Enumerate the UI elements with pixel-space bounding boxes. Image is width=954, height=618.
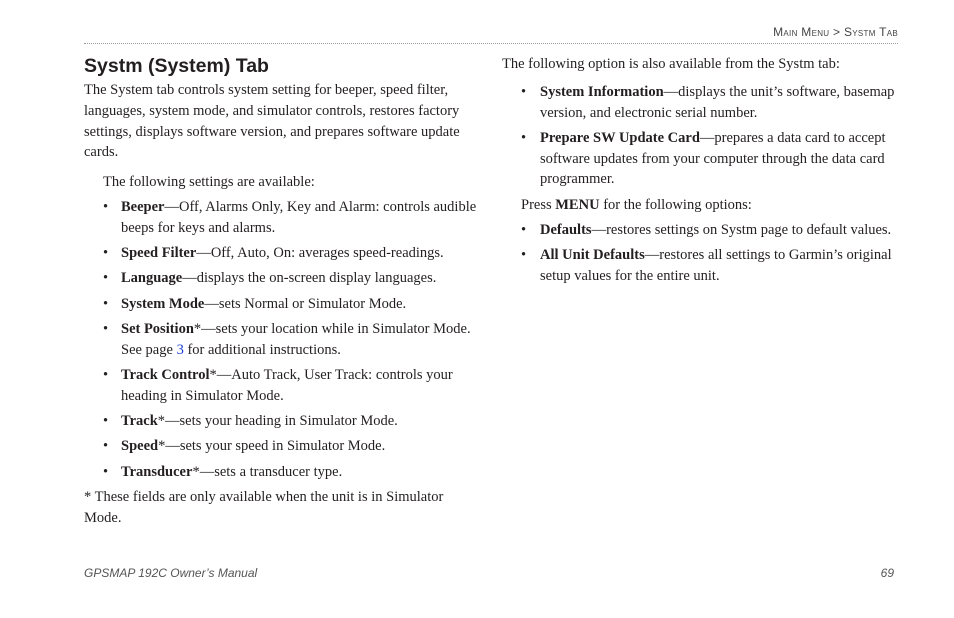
- bullet: •: [103, 198, 109, 215]
- intro-paragraph: The System tab controls system setting for beeper, speed filter, languages, system mode, and simulator controls, restores factory settings, displays software version, and prepares software update cards.: [84, 82, 460, 161]
- item-term: Beeper: [121, 198, 165, 215]
- item-desc: *—sets a transducer type.: [192, 463, 343, 480]
- item-desc: —restores all settings to Garmin’s original setup values for the entire unit.: [540, 246, 892, 284]
- left-column: [84, 54, 484, 529]
- settings-lead: The following settings are available:: [103, 174, 315, 191]
- item-desc: *—sets your location while in Simulator Mode. See page: [121, 320, 471, 358]
- bullet: •: [103, 245, 109, 262]
- item-term: Defaults: [540, 221, 592, 238]
- list-item: [84, 197, 484, 239]
- menu-key: MENU: [555, 196, 600, 213]
- list-item: [84, 411, 484, 432]
- press-pre: Press: [521, 196, 556, 213]
- item-desc: —restores settings on Systm page to default values.: [591, 221, 892, 238]
- item-desc: —displays the on-screen display languages.: [182, 270, 437, 287]
- bullet: •: [103, 270, 109, 287]
- item-term: Speed Filter: [121, 245, 197, 262]
- list-item: [502, 82, 902, 124]
- list-item: [84, 294, 484, 315]
- bullet: •: [103, 438, 109, 455]
- item-desc-after: for additional instructions.: [183, 341, 341, 358]
- list-item: [84, 436, 484, 457]
- item-desc: *—sets your speed in Simulator Mode.: [158, 438, 386, 455]
- section-title: Systm (System) Tab: [84, 55, 269, 77]
- bullet: •: [103, 413, 109, 430]
- list-item: [84, 319, 484, 361]
- item-term: Transducer: [121, 463, 193, 480]
- running-header: Main Menu > Systm Tab: [773, 25, 898, 39]
- bullet: •: [103, 463, 109, 480]
- list-item: [84, 462, 484, 483]
- item-term: Track Control: [121, 367, 210, 384]
- item-desc: *—Auto Track, User Track: controls your heading in Simulator Mode.: [121, 367, 453, 404]
- options-lead: The following option is also available from the Systm tab:: [502, 56, 840, 72]
- list-item: [502, 245, 902, 287]
- item-term: Language: [121, 270, 183, 287]
- bullet: •: [103, 367, 109, 384]
- bullet: •: [521, 129, 527, 146]
- item-desc: *—sets your heading in Simulator Mode.: [157, 413, 398, 430]
- press-menu-line: [521, 195, 902, 216]
- item-desc: —displays the unit’s software, basemap version, and electronic serial number.: [540, 83, 895, 121]
- bullet: •: [521, 221, 527, 238]
- item-desc: —sets Normal or Simulator Mode.: [204, 295, 407, 312]
- menu-options-list: [502, 220, 902, 287]
- item-term: Prepare SW Update Card: [540, 129, 700, 146]
- settings-list: [84, 197, 484, 483]
- list-item: [84, 268, 484, 289]
- page-link[interactable]: 3: [176, 341, 184, 358]
- item-desc: —Off, Alarms Only, Key and Alarm: controls audible beeps for keys and alarms.: [121, 198, 477, 236]
- list-item: [502, 220, 902, 241]
- item-term: Track: [121, 413, 158, 430]
- right-column: [502, 54, 902, 291]
- options-list: [502, 82, 902, 190]
- list-item: [502, 128, 902, 190]
- item-term: System Mode: [121, 295, 205, 312]
- item-term: Set Position: [121, 320, 194, 337]
- footnote: * These fields are only available when the unit is in Simulator Mode.: [84, 489, 444, 526]
- item-desc: —Off, Auto, On: averages speed-readings.: [196, 245, 444, 262]
- bullet: •: [521, 246, 527, 263]
- item-desc: —prepares a data card to accept software updates from your computer through the data card programmer.: [540, 129, 886, 188]
- item-term: All Unit Defaults: [540, 246, 645, 263]
- header-rule: [84, 43, 898, 44]
- press-post: for the following options:: [599, 196, 752, 213]
- item-term: Speed: [121, 438, 159, 455]
- list-item: [84, 243, 484, 264]
- bullet: •: [103, 320, 109, 337]
- bullet: •: [521, 83, 527, 100]
- list-item: [84, 365, 484, 407]
- footer-page-number: 69: [880, 566, 894, 580]
- item-term: System Information: [540, 83, 664, 100]
- footer-manual-title: GPSMAP 192C Owner’s Manual: [84, 566, 258, 580]
- bullet: •: [103, 295, 109, 312]
